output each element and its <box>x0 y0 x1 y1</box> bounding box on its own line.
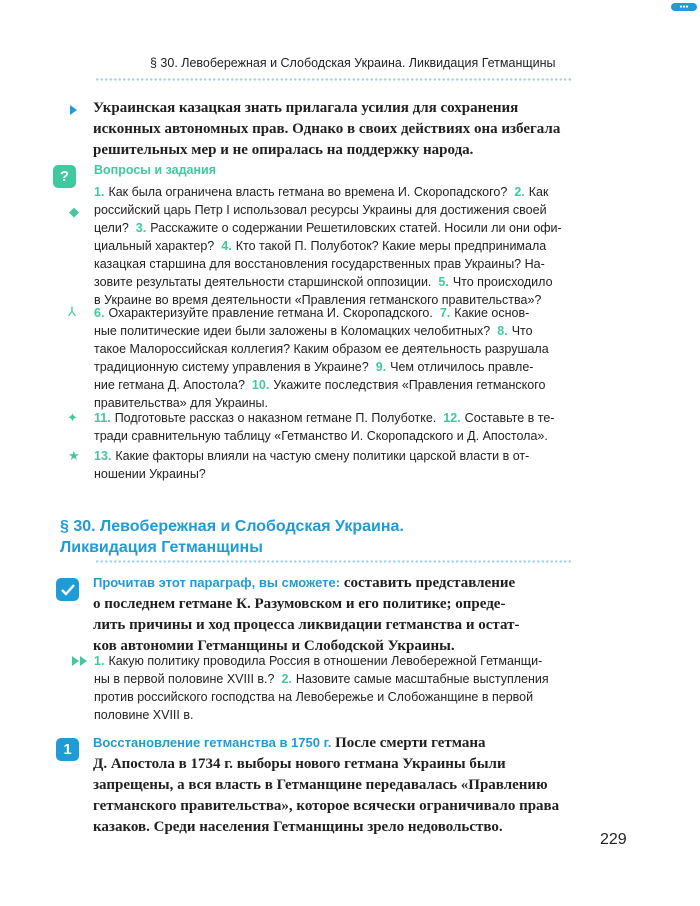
question-line <box>94 219 562 237</box>
question-number: 11. <box>94 411 111 425</box>
question-text: Как <box>528 185 549 199</box>
subsection-heading: Восстановление гетманства в 1750 г. <box>93 735 332 750</box>
subsection-line: запрещены, а вся власть в Гетманщине передавалась «Правлению <box>93 777 548 793</box>
question-line <box>94 273 562 291</box>
question-text: циальный характер? <box>94 239 215 253</box>
goals-line: о последнем гетмане К. Разумовском и его политике; опреде- <box>93 596 506 612</box>
question-group-basic <box>94 183 562 309</box>
question-text: традиционную систему управления в Украине? <box>94 360 369 374</box>
question-line <box>94 409 554 427</box>
question-text: Что происходило <box>452 275 553 289</box>
section-title-line: § 30. Левобережная и Слободская Украина. <box>60 518 404 535</box>
question-number: 9. <box>375 360 387 374</box>
running-header: § 30. Левобережная и Слободская Украина. Ликвидация Гетманщины <box>150 56 556 70</box>
question-text: Подготовьте рассказ о наказном гетмане П. Полуботке. <box>114 411 437 425</box>
goals-line: лить причины и ход процесса ликвидации гетманства и остат- <box>93 617 520 633</box>
question-text: ные политические идеи были заложены в Коломацких челобитных? <box>94 324 491 338</box>
question-line <box>94 465 529 483</box>
publisher-logo: ●●● <box>671 3 697 11</box>
intro-line: Украинская казацкая знать прилагала усилия для сохранения <box>93 100 519 116</box>
question-text: цели? <box>94 221 129 235</box>
question-line <box>94 670 549 688</box>
question-line <box>94 304 549 322</box>
question-line <box>94 376 549 394</box>
double-arrow-icon <box>72 656 88 666</box>
question-line <box>94 237 562 255</box>
question-line <box>94 652 549 670</box>
question-text: такое Малороссийская коллегия? Каким образом ее деятельность разрушала <box>94 342 549 356</box>
section-title-line: Ликвидация Гетманщины <box>60 539 263 556</box>
subsection-number-badge: 1 <box>56 738 79 761</box>
question-text: Укажите последствия «Правления гетманского <box>273 378 546 392</box>
question-number: 1. <box>94 185 105 199</box>
question-text: казацкая старшина для восстановления государственных прав Украины? На- <box>94 257 545 271</box>
questions-heading: Вопросы и задания <box>94 163 216 177</box>
question-text: Кто такой П. Полуботок? Какие меры предпринимала <box>235 239 547 253</box>
question-number: 8. <box>497 324 508 338</box>
question-text: Как была ограничена власть гетмана во времена И. Скоропадского? <box>108 185 508 199</box>
question-text: половине XVIII в. <box>94 708 194 722</box>
question-line <box>94 201 562 219</box>
subsection-line: После смерти гетмана <box>331 735 486 751</box>
question-number: 5. <box>438 275 449 289</box>
subsection-paragraph <box>93 732 559 838</box>
question-number: 10. <box>251 378 270 392</box>
diamond-icon: ◆ <box>69 204 79 219</box>
question-text: ны в первой половине XVIII в.? <box>94 672 275 686</box>
question-text: правительства» для Украины. <box>94 396 268 410</box>
question-text: Составьте в те- <box>464 411 555 425</box>
question-text: Что <box>511 324 533 338</box>
question-line <box>94 688 549 706</box>
arrow-marker-icon <box>70 105 77 115</box>
intro-line: решительных мер и не опиралась на поддержку народа. <box>93 142 474 158</box>
question-text: Чем отличилось правле- <box>390 360 534 374</box>
review-questions <box>94 652 549 724</box>
tripod-icon: ⅄ <box>68 304 76 319</box>
question-group-analysis <box>94 304 549 412</box>
four-point-star-icon: ✦ <box>67 410 78 425</box>
question-number: 6. <box>94 306 105 320</box>
section-title <box>60 516 404 558</box>
question-number: 7. <box>439 306 451 320</box>
intro-paragraph <box>93 98 560 161</box>
intro-line: исконных автономных прав. Однако в своих действиях она избегала <box>93 121 561 137</box>
question-text: Назовите самые масштабные выступления <box>295 672 549 686</box>
question-line <box>94 706 549 724</box>
subsection-line: казаков. Среди населения Гетманщины зрело недовольство. <box>93 819 503 835</box>
question-mark-icon: ? <box>53 165 76 188</box>
question-text: Охарактеризуйте правление гетмана И. Скоропадского. <box>108 306 433 320</box>
question-line <box>94 255 562 273</box>
star-icon: ★ <box>68 448 80 463</box>
question-text: против российского господства на Левобережье и Слобожанщине в первой <box>94 690 534 704</box>
page-number: 229 <box>600 831 627 848</box>
question-text: Какую политику проводила Россия в отношении Левобережной Гетманщи- <box>108 654 543 668</box>
question-number: 13. <box>94 449 112 463</box>
goals-line: составить представление <box>340 575 516 591</box>
goals-paragraph <box>93 572 519 657</box>
question-line <box>94 340 549 358</box>
question-number: 2. <box>281 672 292 686</box>
dotted-divider <box>95 78 573 81</box>
question-group-tasks <box>94 409 554 445</box>
question-line <box>94 427 554 445</box>
question-line <box>94 322 549 340</box>
question-text: российский царь Петр I использовал ресурсы Украины для достижения своей <box>94 203 547 217</box>
question-text: тради сравнительную таблицу «Гетманство И. Скоропадского и Д. Апостола». <box>94 429 548 443</box>
question-text: зовите результаты деятельности старшинской оппозиции. <box>94 275 432 289</box>
question-text: в Украине во время деятельности «Правления гетманского правительства»? <box>94 293 542 307</box>
question-text: Расскажите о содержании Решетиловских статей. Носили ли они офи- <box>150 221 562 235</box>
question-group-creative <box>94 447 529 483</box>
question-number: 4. <box>221 239 232 253</box>
question-number: 12. <box>443 411 461 425</box>
question-number: 3. <box>135 221 147 235</box>
checkmark-icon <box>56 578 79 601</box>
goals-line: ков автономии Гетманщины и Слободской Украины. <box>93 638 455 654</box>
question-line <box>94 447 529 465</box>
question-text: ние гетмана Д. Апостола? <box>94 378 245 392</box>
question-text: Какие основ- <box>454 306 530 320</box>
subsection-line: Д. Апостола в 1734 г. выборы нового гетмана Украины были <box>93 756 506 772</box>
question-text: ношении Украины? <box>94 467 206 481</box>
question-line <box>94 183 562 201</box>
question-text: Какие факторы влияли на частую смену политики царской власти в от- <box>115 449 530 463</box>
goals-lead: Прочитав этот параграф, вы сможете: <box>93 575 341 590</box>
subsection-line: гетманского правительства», которое всячески ограничивало права <box>93 798 560 814</box>
question-number: 2. <box>514 185 525 199</box>
question-number: 1. <box>94 654 105 668</box>
dotted-divider <box>95 560 573 563</box>
question-line <box>94 358 549 376</box>
